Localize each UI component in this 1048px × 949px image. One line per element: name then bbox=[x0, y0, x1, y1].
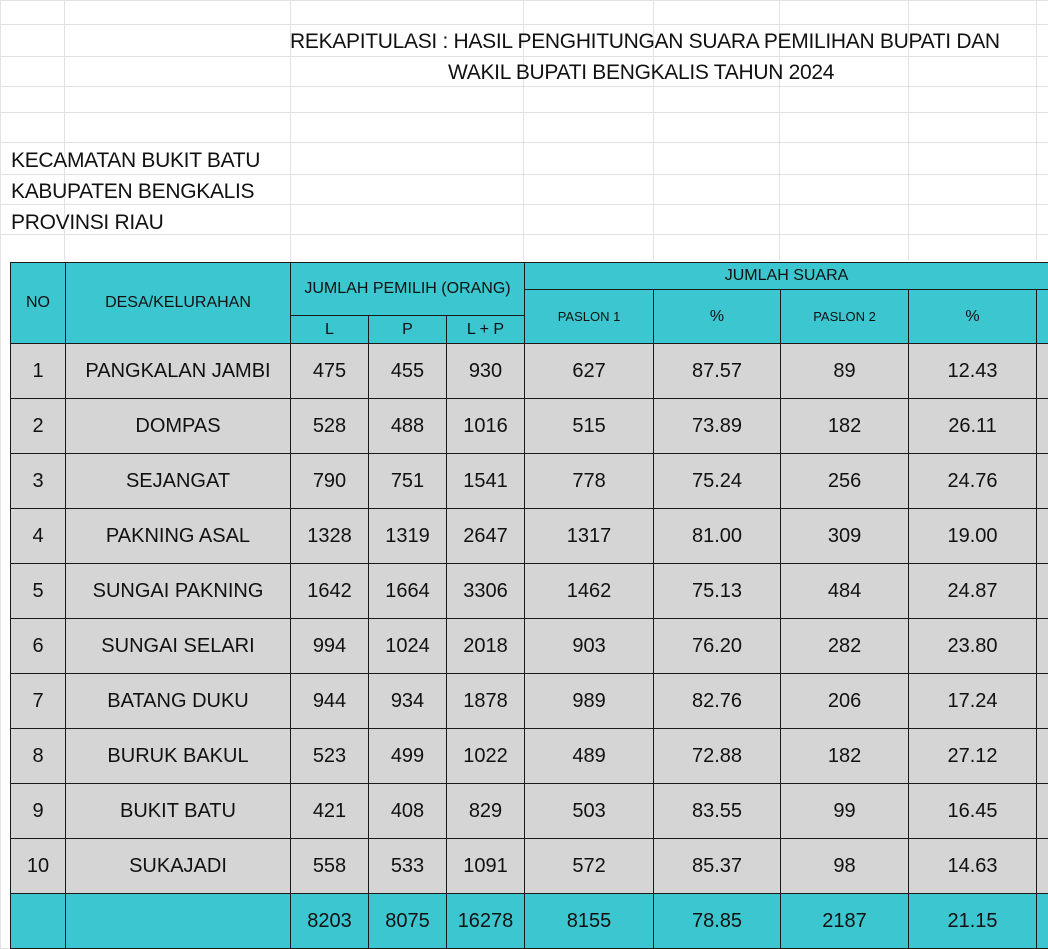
cell-desa: BATANG DUKU bbox=[66, 674, 291, 729]
cell-pct2: 27.12 bbox=[909, 729, 1037, 784]
total-paslon1: 8155 bbox=[525, 894, 654, 949]
total-row bbox=[11, 894, 1048, 949]
cell-l: 994 bbox=[291, 619, 369, 674]
report-title-line1: REKAPITULASI : HASIL PENGHITUNGAN SUARA PEMILIHAN BUPATI DAN bbox=[290, 30, 1000, 53]
location-info bbox=[11, 145, 260, 238]
cell-spacer bbox=[1037, 344, 1048, 399]
table-row bbox=[11, 509, 1048, 564]
cell-spacer bbox=[1037, 454, 1048, 509]
cell-spacer bbox=[1037, 509, 1048, 564]
results-table bbox=[10, 262, 1048, 949]
cell-pct2: 14.63 bbox=[909, 839, 1037, 894]
total-pct2: 21.15 bbox=[909, 894, 1037, 949]
cell-spacer bbox=[1037, 729, 1048, 784]
cell-pct2: 12.43 bbox=[909, 344, 1037, 399]
cell-paslon2: 206 bbox=[781, 674, 909, 729]
cell-paslon2: 89 bbox=[781, 344, 909, 399]
total-lp: 16278 bbox=[447, 894, 525, 949]
cell-paslon1: 1317 bbox=[525, 509, 654, 564]
total-no bbox=[11, 894, 66, 949]
cell-lp: 1878 bbox=[447, 674, 525, 729]
header-paslon2: PASLON 2 bbox=[781, 290, 909, 344]
cell-p: 455 bbox=[369, 344, 447, 399]
cell-pct1: 83.55 bbox=[654, 784, 781, 839]
cell-desa: BUKIT BATU bbox=[66, 784, 291, 839]
cell-p: 1024 bbox=[369, 619, 447, 674]
cell-paslon1: 572 bbox=[525, 839, 654, 894]
total-paslon2: 2187 bbox=[781, 894, 909, 949]
cell-pct2: 17.24 bbox=[909, 674, 1037, 729]
cell-l: 1328 bbox=[291, 509, 369, 564]
header-paslon1: PASLON 1 bbox=[525, 290, 654, 344]
cell-pct1: 73.89 bbox=[654, 399, 781, 454]
total-desa bbox=[66, 894, 291, 949]
cell-paslon2: 99 bbox=[781, 784, 909, 839]
cell-paslon2: 182 bbox=[781, 729, 909, 784]
cell-l: 528 bbox=[291, 399, 369, 454]
cell-paslon2: 309 bbox=[781, 509, 909, 564]
cell-paslon1: 989 bbox=[525, 674, 654, 729]
cell-lp: 829 bbox=[447, 784, 525, 839]
table-row bbox=[11, 784, 1048, 839]
cell-no: 6 bbox=[11, 619, 66, 674]
cell-desa: SUNGAI PAKNING bbox=[66, 564, 291, 619]
cell-spacer bbox=[1037, 839, 1048, 894]
provinsi-label: PROVINSI RIAU bbox=[11, 207, 260, 238]
cell-lp: 930 bbox=[447, 344, 525, 399]
total-l: 8203 bbox=[291, 894, 369, 949]
cell-p: 751 bbox=[369, 454, 447, 509]
header-spacer bbox=[1037, 290, 1048, 344]
cell-p: 499 bbox=[369, 729, 447, 784]
cell-no: 1 bbox=[11, 344, 66, 399]
total-spacer bbox=[1037, 894, 1048, 949]
cell-desa: SEJANGAT bbox=[66, 454, 291, 509]
cell-spacer bbox=[1037, 399, 1048, 454]
cell-desa: PAKNING ASAL bbox=[66, 509, 291, 564]
header-p: P bbox=[369, 316, 447, 344]
cell-no: 9 bbox=[11, 784, 66, 839]
cell-pct1: 72.88 bbox=[654, 729, 781, 784]
cell-l: 421 bbox=[291, 784, 369, 839]
cell-desa: SUNGAI SELARI bbox=[66, 619, 291, 674]
cell-no: 4 bbox=[11, 509, 66, 564]
header-jumlah-suara: JUMLAH SUARA bbox=[525, 263, 1048, 290]
cell-desa: DOMPAS bbox=[66, 399, 291, 454]
cell-pct1: 82.76 bbox=[654, 674, 781, 729]
cell-no: 5 bbox=[11, 564, 66, 619]
cell-paslon2: 98 bbox=[781, 839, 909, 894]
cell-pct2: 24.87 bbox=[909, 564, 1037, 619]
table-row bbox=[11, 729, 1048, 784]
cell-p: 408 bbox=[369, 784, 447, 839]
table-row bbox=[11, 344, 1048, 399]
cell-l: 475 bbox=[291, 344, 369, 399]
cell-no: 8 bbox=[11, 729, 66, 784]
total-p: 8075 bbox=[369, 894, 447, 949]
cell-pct2: 26.11 bbox=[909, 399, 1037, 454]
cell-lp: 2018 bbox=[447, 619, 525, 674]
cell-p: 1664 bbox=[369, 564, 447, 619]
cell-spacer bbox=[1037, 674, 1048, 729]
cell-no: 2 bbox=[11, 399, 66, 454]
total-pct1: 78.85 bbox=[654, 894, 781, 949]
report-title-line2: WAKIL BUPATI BENGKALIS TAHUN 2024 bbox=[290, 57, 1030, 88]
cell-pct2: 16.45 bbox=[909, 784, 1037, 839]
cell-pct2: 19.00 bbox=[909, 509, 1037, 564]
cell-paslon2: 256 bbox=[781, 454, 909, 509]
header-l: L bbox=[291, 316, 369, 344]
cell-no: 10 bbox=[11, 839, 66, 894]
cell-pct1: 75.24 bbox=[654, 454, 781, 509]
cell-spacer bbox=[1037, 619, 1048, 674]
kecamatan-label: KECAMATAN BUKIT BATU bbox=[11, 145, 260, 176]
cell-l: 558 bbox=[291, 839, 369, 894]
cell-pct1: 81.00 bbox=[654, 509, 781, 564]
cell-pct1: 76.20 bbox=[654, 619, 781, 674]
cell-p: 533 bbox=[369, 839, 447, 894]
cell-paslon2: 484 bbox=[781, 564, 909, 619]
cell-lp: 3306 bbox=[447, 564, 525, 619]
header-lp: L + P bbox=[447, 316, 525, 344]
cell-spacer bbox=[1037, 564, 1048, 619]
cell-lp: 1541 bbox=[447, 454, 525, 509]
cell-paslon1: 903 bbox=[525, 619, 654, 674]
header-jumlah-pemilih: JUMLAH PEMILIH (ORANG) bbox=[291, 263, 525, 316]
header-desa: DESA/KELURAHAN bbox=[66, 263, 291, 344]
header-pct2: % bbox=[909, 290, 1037, 344]
cell-p: 1319 bbox=[369, 509, 447, 564]
cell-paslon1: 489 bbox=[525, 729, 654, 784]
kabupaten-label: KABUPATEN BENGKALIS bbox=[11, 176, 260, 207]
cell-no: 3 bbox=[11, 454, 66, 509]
cell-pct1: 85.37 bbox=[654, 839, 781, 894]
cell-l: 1642 bbox=[291, 564, 369, 619]
cell-pct1: 75.13 bbox=[654, 564, 781, 619]
cell-no: 7 bbox=[11, 674, 66, 729]
table-row bbox=[11, 839, 1048, 894]
header-pct1: % bbox=[654, 290, 781, 344]
cell-lp: 1016 bbox=[447, 399, 525, 454]
cell-paslon1: 515 bbox=[525, 399, 654, 454]
table-row bbox=[11, 619, 1048, 674]
cell-lp: 1022 bbox=[447, 729, 525, 784]
cell-lp: 1091 bbox=[447, 839, 525, 894]
cell-pct1: 87.57 bbox=[654, 344, 781, 399]
cell-paslon1: 627 bbox=[525, 344, 654, 399]
cell-paslon1: 1462 bbox=[525, 564, 654, 619]
cell-l: 790 bbox=[291, 454, 369, 509]
table-row bbox=[11, 564, 1048, 619]
report-title bbox=[290, 26, 1030, 88]
header-no: NO bbox=[11, 263, 66, 344]
cell-lp: 2647 bbox=[447, 509, 525, 564]
cell-p: 488 bbox=[369, 399, 447, 454]
cell-desa: PANGKALAN JAMBI bbox=[66, 344, 291, 399]
table-row bbox=[11, 399, 1048, 454]
cell-paslon2: 182 bbox=[781, 399, 909, 454]
cell-desa: BURUK BAKUL bbox=[66, 729, 291, 784]
cell-l: 944 bbox=[291, 674, 369, 729]
cell-paslon1: 503 bbox=[525, 784, 654, 839]
cell-spacer bbox=[1037, 784, 1048, 839]
cell-l: 523 bbox=[291, 729, 369, 784]
cell-pct2: 23.80 bbox=[909, 619, 1037, 674]
table-row bbox=[11, 454, 1048, 509]
cell-desa: SUKAJADI bbox=[66, 839, 291, 894]
cell-paslon1: 778 bbox=[525, 454, 654, 509]
cell-paslon2: 282 bbox=[781, 619, 909, 674]
cell-pct2: 24.76 bbox=[909, 454, 1037, 509]
cell-p: 934 bbox=[369, 674, 447, 729]
table-row bbox=[11, 674, 1048, 729]
